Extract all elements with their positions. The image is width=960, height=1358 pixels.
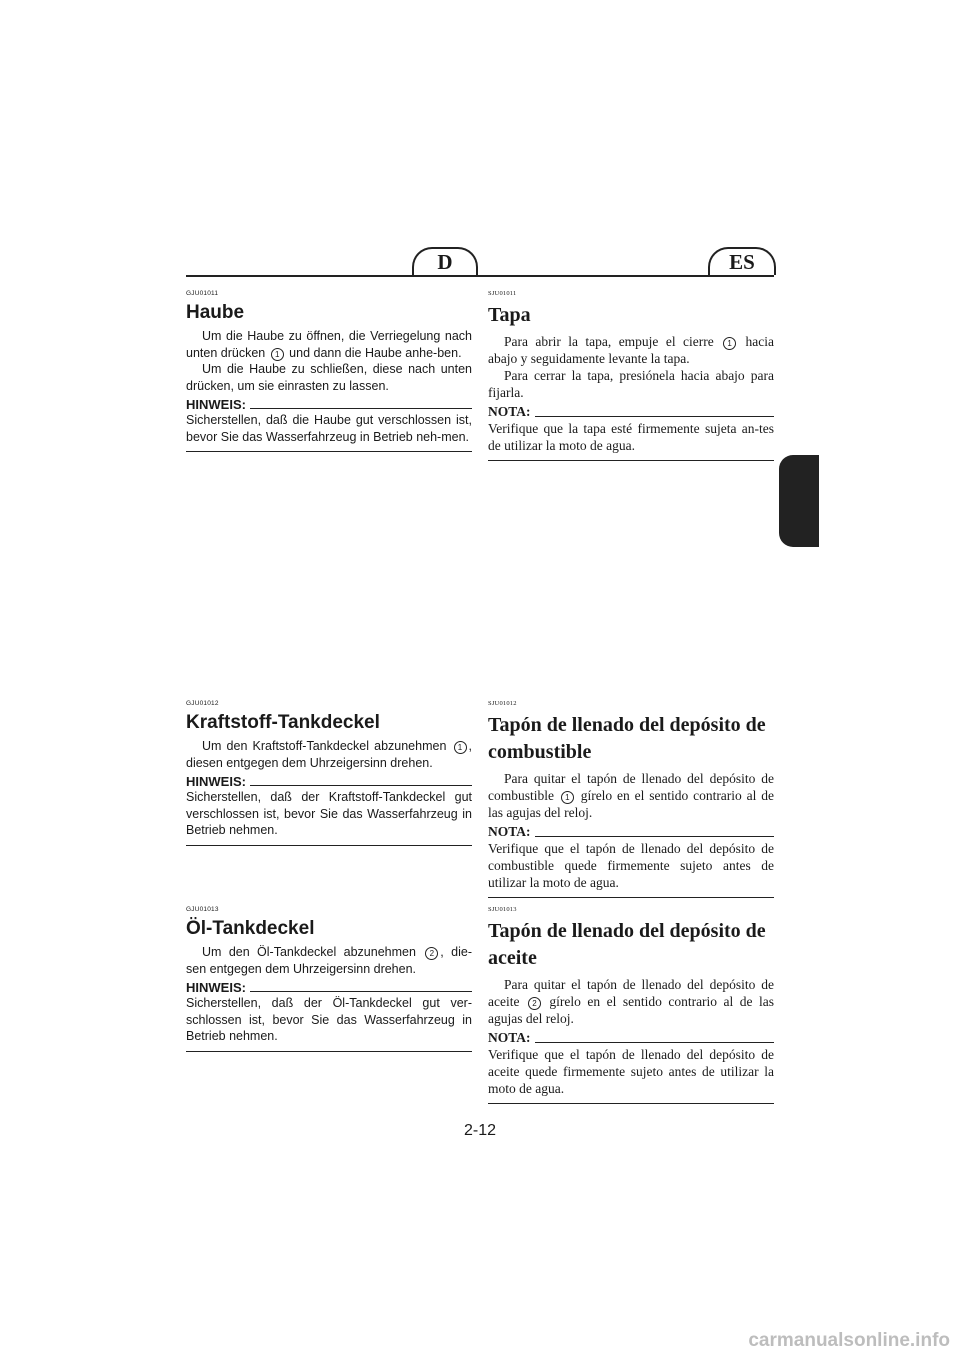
callout-number: 2 (528, 997, 541, 1010)
language-tab-german: D (412, 247, 478, 275)
note-header: HINWEIS: (186, 980, 472, 995)
paragraph: Para cerrar la tapa, presiónela hacia abajo para fijarla. (488, 368, 774, 400)
page-number: 2-12 (463, 1122, 497, 1139)
section-code: GJU01011 (186, 290, 219, 297)
paragraph: Para abrir la tapa, empuje el cierre 1 hacia abajo y seguidamente levante la tapa. (488, 334, 774, 366)
section-title: Kraftstoff-Tankdeckel (186, 712, 380, 733)
chapter-side-tab (779, 455, 819, 547)
section-title: Öl-Tankdeckel (186, 918, 315, 939)
note-header: NOTA: (488, 824, 774, 840)
section-haube (186, 290, 472, 452)
section-title: Tapón de llenado del depósito de combustible (488, 714, 766, 763)
watermark: carmanualsonline.info (748, 1330, 950, 1351)
note-text: Sicherstellen, daß die Haube gut verschlossen ist, bevor Sie das Wasserfahrzeug in Betrieb neh-men. (186, 413, 472, 444)
callout-number: 1 (271, 348, 284, 361)
section-code: GJU01012 (186, 700, 219, 707)
paragraph: Um den Kraftstoff-Tankdeckel abzunehmen 1 , diesen entgegen dem Uhrzeigersinn drehen. (186, 739, 472, 770)
note-text: Sicherstellen, daß der Öl-Tankdeckel gut ver-schlossen ist, bevor Sie das Wasserfahrzeug in Betrieb nehmen. (186, 996, 472, 1043)
note-header: NOTA: (488, 1030, 774, 1046)
section-code: SJU01012 (488, 700, 517, 707)
section-oel-tankdeckel (186, 906, 472, 1052)
note-text: Sicherstellen, daß der Kraftstoff-Tankdeckel gut verschlossen ist, bevor Sie das Wasserfahrzeug in Betrieb nehmen. (186, 790, 472, 837)
note-header: NOTA: (488, 404, 774, 420)
section-title: Haube (186, 302, 245, 323)
paragraph: Para quitar el tapón de llenado del depósito de aceite 2 gírelo en el sentido contrario al de las agujas del reloj. (488, 977, 774, 1026)
paragraph: Um den Öl-Tankdeckel abzunehmen 2 , die-sen entgegen dem Uhrzeigersinn drehen. (186, 945, 472, 976)
callout-number: 2 (425, 947, 438, 960)
paragraph: Para quitar el tapón de llenado del depósito de combustible 1 gírelo en el sentido contrario al de las agujas del reloj. (488, 771, 774, 820)
note-text: Verifique que el tapón de llenado del depósito de aceite quede firmemente sujeto antes de utilizar la moto de agua. (488, 1047, 774, 1096)
section-code: GJU01013 (186, 906, 219, 913)
header-rule (186, 275, 774, 277)
section-title: Tapa (488, 304, 531, 326)
paragraph: Um die Haube zu schließen, diese nach unten drücken, um sie einrasten zu lassen. (186, 362, 472, 393)
callout-number: 1 (454, 741, 467, 754)
note-text: Verifique que el tapón de llenado del depósito de combustible quede firmemente sujeto antes de utilizar la moto de agua. (488, 841, 774, 890)
language-tab-spanish: ES (708, 247, 776, 275)
section-code: SJU01013 (488, 906, 517, 913)
callout-number: 1 (561, 791, 574, 804)
note-header: HINWEIS: (186, 397, 472, 412)
section-tapa (488, 290, 774, 461)
section-kraftstoff-tankdeckel (186, 700, 472, 846)
section-title: Tapón de llenado del depósito de aceite (488, 920, 766, 969)
section-tapon-aceite (488, 906, 774, 1104)
note-text: Verifique que la tapa esté firmemente sujeta an-tes de utilizar la moto de agua. (488, 421, 774, 453)
callout-number: 1 (723, 337, 736, 350)
section-tapon-combustible (488, 700, 774, 898)
note-header: HINWEIS: (186, 774, 472, 789)
section-code: SJU01011 (488, 290, 517, 297)
paragraph: Um die Haube zu öffnen, die Verriegelung nach unten drücken 1 und dann die Haube anhe-ben. (186, 329, 472, 360)
